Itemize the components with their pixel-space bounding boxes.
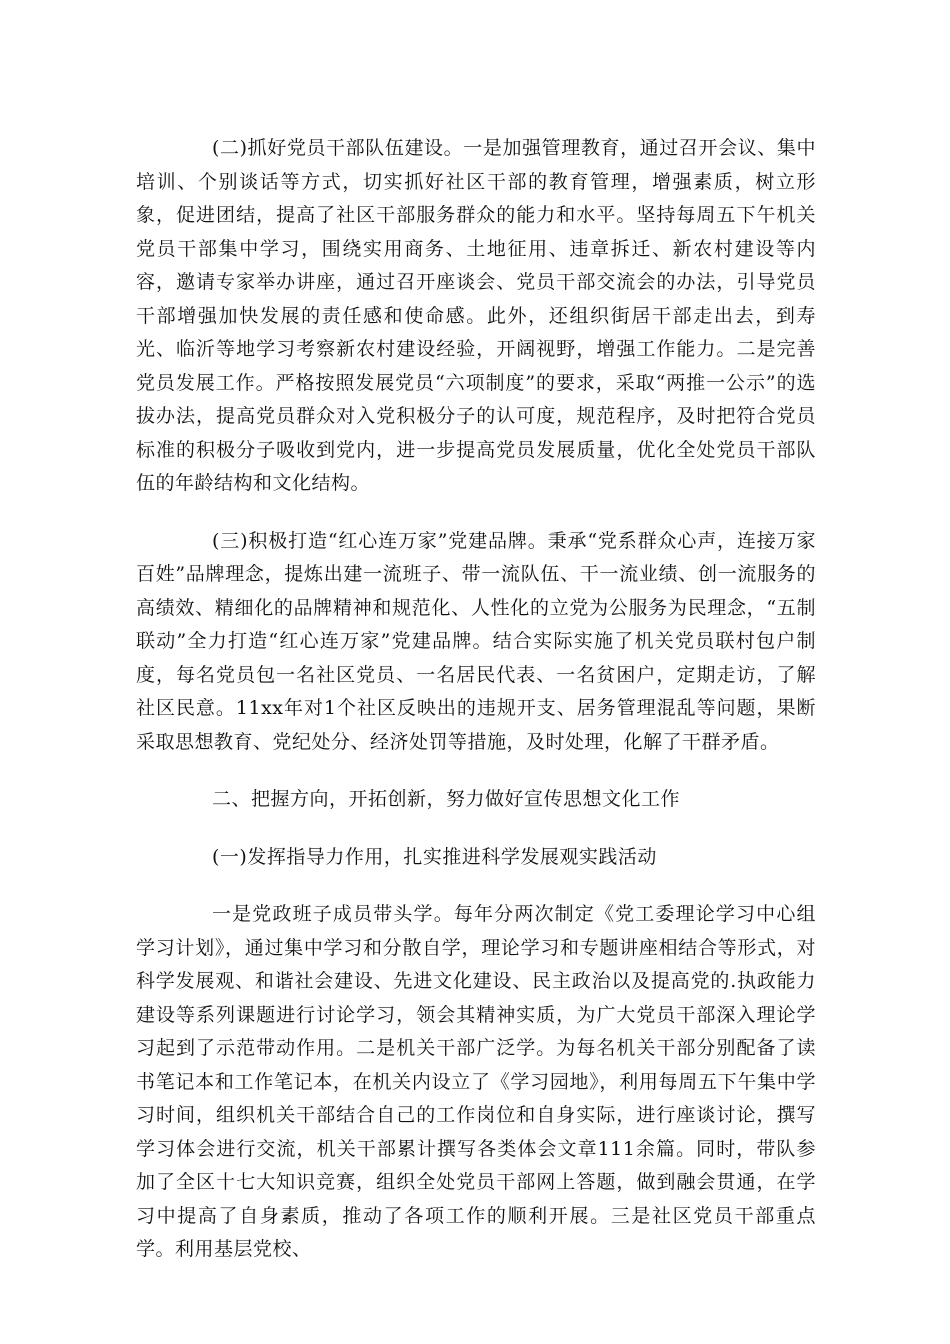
paragraph-cadre-team-building: (二)抓好党员干部队伍建设。一是加强管理教育，通过召开会议、集中培训、个别谈话等方式，切实抓好社区干部的教育管理，增强素质，树立形象，促进团结，提高了社区干部服务群众的能力和水平。坚持每周五下午机关党员干部集中学习，围绕实用商务、土地征用、违章拆迁、新农村建设等内容，邀请专家举办讲座，通过召开座谈会、党员干部交流会的办法，引导党员干部增强加快发展的责任感和使命感。此外，还组织街居干部走出去，到寿光、临沂等地学习考察新农村建设经验，开阔视野，增强工作能力。二是完善党员发展工作。严格按照发展党员“六项制度”的要求，采取“两推一公示”的选拔办法，提高党员群众对入党积极分子的认可度，规范程序，及时把符合党员标准的积极分子吸收到党内，进一步提高党员发展质量，优化全处党员干部队伍的年龄结构和文化结构。 — [136, 137, 816, 494]
paragraph-study-activities: 一是党政班子成员带头学。每年分两次制定《党工委理论学习中心组学习计划》，通过集中学习和分散自学，理论学习和专题讲座相结合等形式，对科学发展观、和谐社会建设、先进文化建设、民主政治以及提高党的.执政能力建设等系列课题进行讨论学习，领会其精神实质，为广大党员干部深入理论学习起到了示范带动作用。二是机关干部广泛学。为每名机关干部分别配备了读书笔记本和工作笔记本，在机关内设立了《学习园地》，利用每周五下午集中学习时间，组织机关干部结合自己的工作岗位和自身实际，进行座谈讨论，撰写学习体会进行交流，机关干部累计撰写各类体会文章111余篇。同时，带队参加了全区十七大知识竞赛，组织全处党员干部网上答题，做到融会贯通，在学习中提高了自身素质，推动了各项工作的顺利开展。三是社区党员干部重点学。利用基层党校、 — [136, 903, 816, 1260]
paragraph-party-brand: (三)积极打造“红心连万家”党建品牌。秉承“党系群众心声，连接万家百姓”品牌理念，提炼出建一流班子、带一流队伍、干一流业绩、创一流服务的高绩效、精细化的品牌精神和规范化、人性化的立党为公服务为民理念，“五制联动”全力打造“红心连万家”党建品牌。结合实际实施了机关党员联村包户制度，每名党员包一名社区党员、一名居民代表、一名贫困户，定期走访，了解社区民意。11xx年对1个社区反映出的违规开支、居务管理混乱等问题，果断采取思想教育、党纪处分、经济处罚等措施，及时处理，化解了干群矛盾。 — [136, 529, 816, 753]
document-body — [136, 132, 816, 1267]
subsection-heading-guidance: (一)发挥指导力作用，扎实推进科学发展观实践活动 — [212, 845, 657, 868]
section-heading-propaganda: 二、把握方向，开拓创新，努力做好宣传思想文化工作 — [212, 788, 681, 810]
